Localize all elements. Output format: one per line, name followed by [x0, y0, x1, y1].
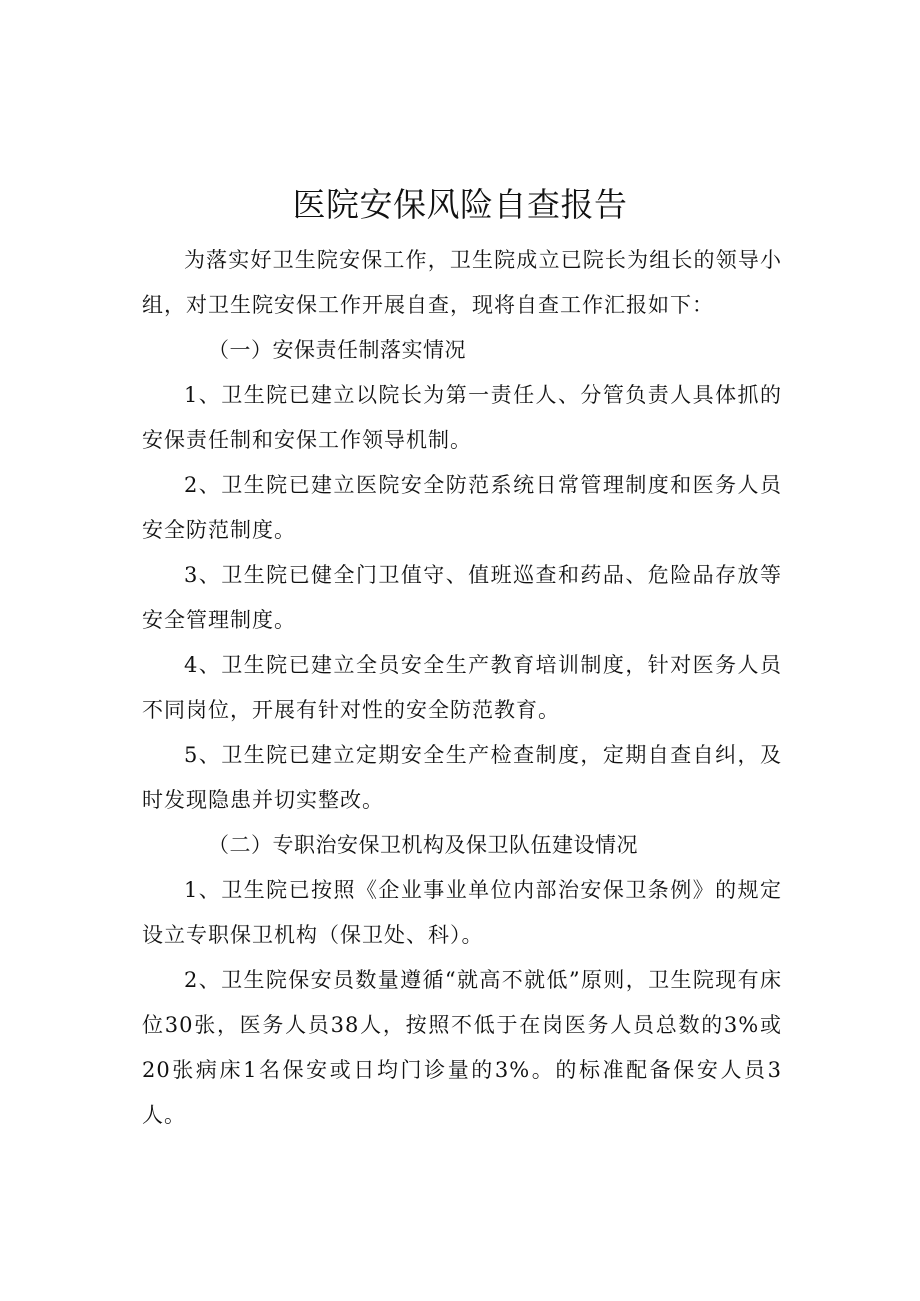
section1-item-4: 4、卫生院已建立全员安全生产教育培训制度，针对医务人员不同岗位，开展有针对性的安全防范教育。: [142, 653, 782, 722]
section2-item-1: 1、卫生院已按照《企业事业单位内部治安保卫条例》的规定设立专职保卫机构（保卫处、科）。: [142, 878, 782, 947]
section1-item-5: 5、卫生院已建立定期安全生产检查制度，定期自查自纠，及时发现隐患并切实整改。: [142, 743, 782, 812]
section1-item-1: 1、卫生院已建立以院长为第一责任人、分管负责人具体抓的安保责任制和安保工作领导机制。: [142, 383, 782, 452]
document-body: [142, 238, 782, 1138]
section1-item-3: 3、卫生院已健全门卫值守、值班巡查和药品、危险品存放等安全管理制度。: [142, 563, 782, 632]
section-heading-2: （二）专职治安保卫机构及保卫队伍建设情况: [208, 833, 638, 857]
document-title: 医院安保风险自查报告: [292, 185, 628, 224]
section1-item-2: 2、卫生院已建立医院安全防范系统日常管理制度和医务人员安全防范制度。: [142, 473, 782, 542]
section2-item-2: 2、卫生院保安员数量遵循“就高不就低”原则，卫生院现有床位30张，医务人员38人，按照不低于在岗医务人员总数的3%或20张病床1名保安或日均门诊量的3%。的标准配备保安人员3人。: [142, 968, 782, 1127]
section-heading-1: （一）安保责任制落实情况: [208, 338, 466, 362]
intro-paragraph: 为落实好卫生院安保工作，卫生院成立已院长为组长的领导小组，对卫生院安保工作开展自查，现将自查工作汇报如下：: [142, 248, 782, 317]
